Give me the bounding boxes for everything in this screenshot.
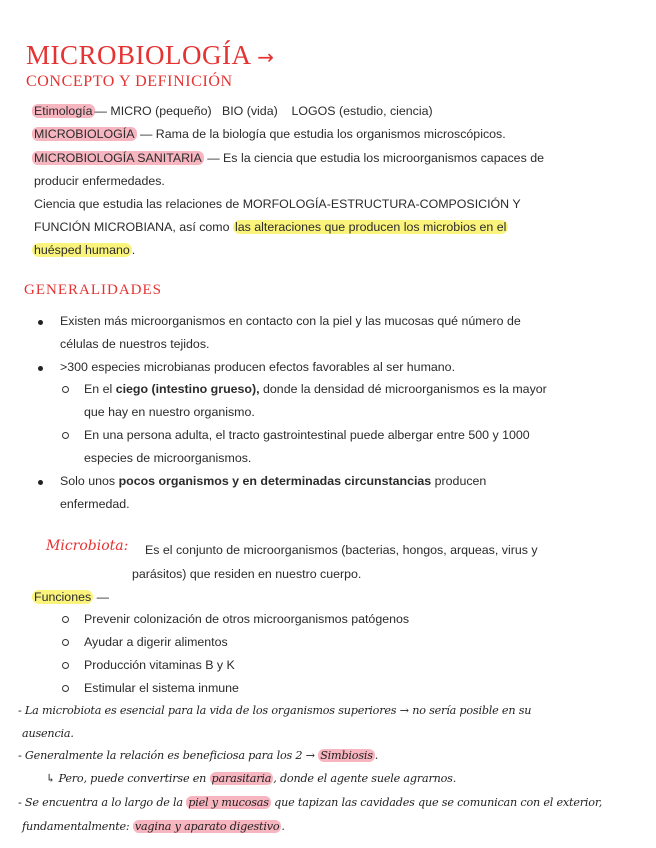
handwritten-note-5-end: . <box>281 820 285 833</box>
bullet-icon <box>38 366 43 371</box>
handwritten-note-4 <box>18 796 602 809</box>
bullet-3-line-1 <box>60 473 486 490</box>
ciencia-highlight-2: huésped humano <box>34 243 130 257</box>
bullet-3-line-2: enfermedad. <box>60 497 130 511</box>
sanitaria-line-2: producir enfermedades. <box>34 174 165 188</box>
funcion-item: Ayudar a digerir alimentos <box>84 635 228 649</box>
sub-bullet-1-line-1 <box>84 381 547 398</box>
circle-bullet-icon <box>62 616 69 623</box>
sub-bullet-2-line-2: especies de microorganismos. <box>84 451 252 465</box>
funciones-term: Funciones <box>34 590 92 604</box>
sub-bullet-1-pre: En el <box>84 382 116 396</box>
simbiosis-highlight: Simbiosis <box>320 749 373 762</box>
sub-bullet-1-post: donde la densidad dé microorganismos es la mayor <box>259 382 547 396</box>
funcion-item: Producción vitaminas B y K <box>84 658 235 672</box>
arrow-icon: → <box>257 45 275 69</box>
page-title <box>26 40 275 71</box>
funcion-item: Prevenir colonización de otros microorganismos patógenos <box>84 612 410 626</box>
handwritten-note-1-line-1: - La microbiota es esencial para la vida de los organismos superiores → no sería posible en su <box>18 704 532 717</box>
handwritten-note-4-pre: - Se encuentra a lo largo de la <box>18 796 187 809</box>
bullet-3-bold: pocos organismos y en determinadas circunstancias <box>118 474 432 488</box>
etimologia-definition: — MICRO (pequeño) BIO (vida) LOGOS (estudio, ciencia) <box>94 104 433 118</box>
microbiota-def-line-1: Es el conjunto de microorganismos (bacterias, hongos, arqueas, virus y <box>145 543 538 557</box>
ciencia-line-2 <box>34 219 508 236</box>
handwritten-note-5 <box>22 820 285 833</box>
handwritten-note-3-pre: ↳ Pero, puede convertirse en <box>46 772 210 785</box>
handwritten-note-3-post: , donde el agente suele agrarnos. <box>273 772 457 785</box>
ciencia-line-1: Ciencia que estudia las relaciones de MORFOLOGÍA-ESTRUCTURA-COMPOSICIÓN Y <box>34 197 521 211</box>
handwritten-note-1-line-2: ausencia. <box>22 727 74 740</box>
microbiologia-term: MICROBIOLOGÍA <box>34 127 135 141</box>
sanitaria-line <box>32 150 544 167</box>
microbiota-def-line-2: parásitos) que residen en nuestro cuerpo. <box>132 567 362 581</box>
bullet-1-line-2: células de nuestros tejidos. <box>60 337 210 351</box>
sub-bullet-2-line-1: En una persona adulta, el tracto gastrointestinal puede albergar entre 500 y 1000 <box>84 428 530 442</box>
circle-bullet-icon <box>62 639 69 646</box>
handwritten-note-2-end: . <box>374 749 379 762</box>
sub-bullet-1-bold: ciego (intestino grueso), <box>115 382 260 396</box>
microbiologia-definition: — Rama de la biología que estudia los organismos microscópicos. <box>136 127 506 141</box>
bullet-icon <box>38 480 43 485</box>
bullet-1-line-1: Existen más microorganismos en contacto con la piel y las mucosas qué número de <box>60 314 521 328</box>
sub-bullet-1-line-2: que hay en nuestro organismo. <box>84 405 255 419</box>
ciencia-line-3-end: . <box>131 243 136 257</box>
circle-bullet-icon <box>62 685 69 692</box>
handwritten-note-4-post: que tapizan las cavidades que se comunican con el exterior, <box>270 796 603 809</box>
piel-mucosas-highlight: piel y mucosas <box>188 796 269 809</box>
circle-bullet-icon <box>62 432 69 439</box>
bullet-3-post: producen <box>431 474 487 488</box>
sanitaria-definition: — Es la ciencia que estudia los microorganismos capaces de <box>203 151 544 165</box>
ciencia-line-2-start: FUNCIÓN MICROBIANA, así como <box>34 220 233 234</box>
funciones-dash: — <box>93 590 110 604</box>
title-text: MICROBIOLOGÍA <box>26 40 251 70</box>
etimologia-term: Etimología <box>34 104 93 118</box>
vagina-digestivo-highlight: vagina y aparato digestivo <box>134 820 280 833</box>
ciencia-line-3 <box>32 242 135 259</box>
funcion-item: Estimular el sistema inmune <box>84 681 239 695</box>
circle-bullet-icon <box>62 386 69 393</box>
etimologia-line <box>32 103 433 120</box>
funciones-heading <box>32 589 109 606</box>
microbiologia-line <box>32 126 506 143</box>
handwritten-note-3 <box>46 772 456 785</box>
bullet-3-pre: Solo unos <box>60 474 119 488</box>
bullet-2: >300 especies microbianas producen efectos favorables al ser humano. <box>60 360 456 374</box>
sanitaria-term: MICROBIOLOGÍA SANITARIA <box>34 151 202 165</box>
parasitaria-highlight: parasitaria <box>211 772 272 785</box>
page-subtitle: CONCEPTO Y DEFINICIÓN <box>26 73 233 90</box>
generalidades-heading: GENERALIDADES <box>24 282 162 298</box>
handwritten-note-5-pre: fundamentalmente: <box>22 820 133 833</box>
ciencia-highlight-1: las alteraciones que producen los microbios en el <box>234 220 507 234</box>
handwritten-note-2 <box>18 749 378 762</box>
bullet-icon <box>38 320 43 325</box>
handwritten-note-2-pre: - Generalmente la relación es beneficiosa para los 2 → <box>18 749 319 762</box>
circle-bullet-icon <box>62 662 69 669</box>
microbiota-label: Microbiota: <box>46 538 129 554</box>
